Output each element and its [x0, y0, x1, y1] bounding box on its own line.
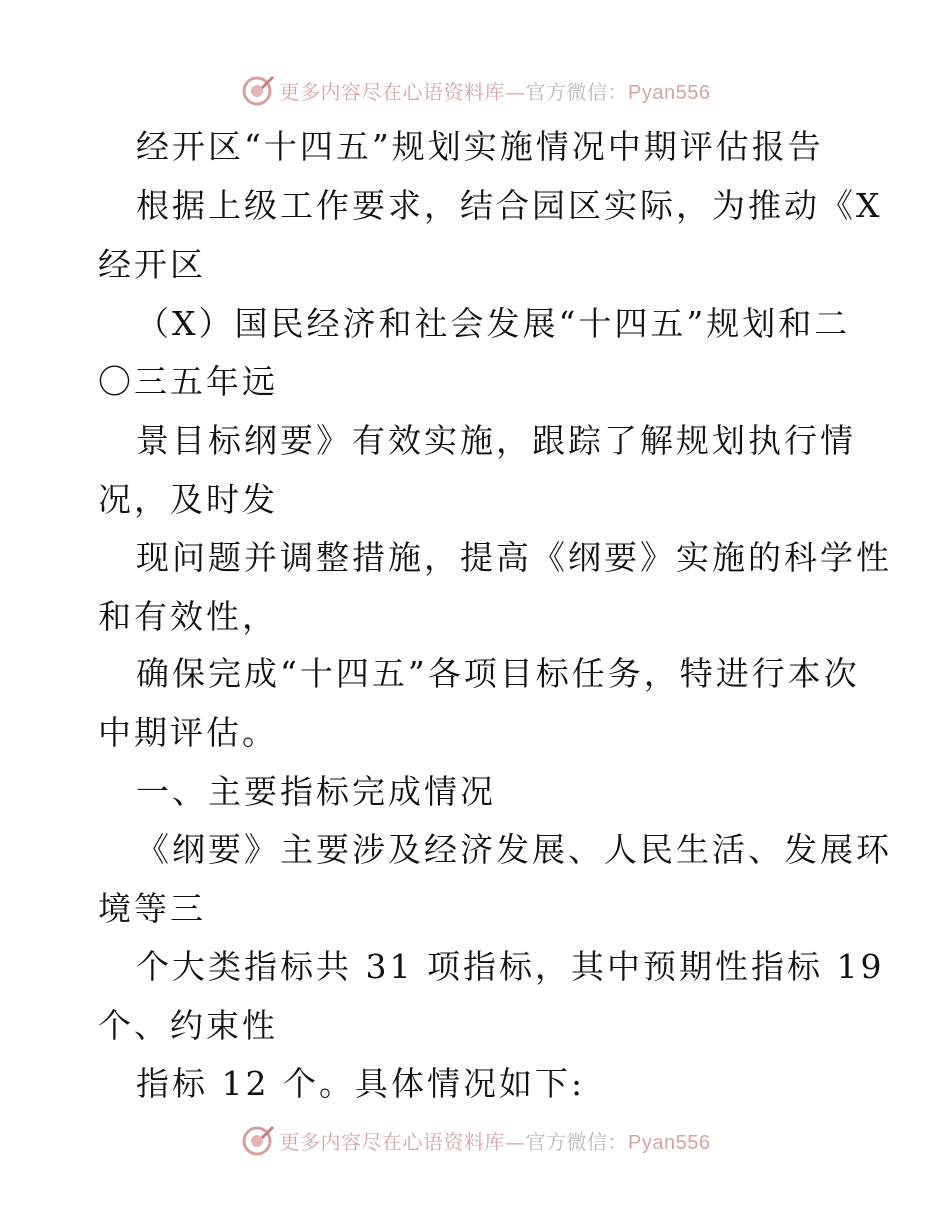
body-line: 个大类指标共 31 项指标，其中预期性指标 19: [136, 947, 885, 986]
watermark-dash: —: [505, 79, 526, 104]
body-line: 〇三五年远: [98, 362, 278, 401]
watermark-wechat-label: 官方微信：: [525, 1129, 629, 1154]
watermark-wechat-id: Pyan556: [628, 1131, 711, 1154]
watermark-site-text: 更多内容尽在心语资料库: [279, 1129, 506, 1154]
watermark-dash: —: [505, 1129, 526, 1154]
header-watermark: [0, 70, 950, 110]
body-line: 和有效性，: [98, 597, 278, 636]
body-line: 经开区: [98, 245, 206, 284]
section-heading: 一、主要指标完成情况: [136, 772, 496, 811]
body-line: 中期评估。: [98, 713, 278, 752]
body-line: （X）国民经济和社会发展“十四五”规划和二: [136, 304, 851, 343]
footer-watermark: [0, 1120, 950, 1160]
body-line: 确保完成“十四五”各项目标任务，特进行本次: [136, 654, 860, 693]
pen-logo-icon: [240, 1122, 276, 1158]
body-line: 景目标纲要》有效实施，跟踪了解规划执行情: [136, 421, 856, 460]
pen-logo-icon: [240, 72, 276, 108]
body-line: 现问题并调整措施，提高《纲要》实施的科学性: [136, 538, 892, 577]
document-title: 经开区“十四五”规划实施情况中期评估报告: [136, 127, 824, 166]
watermark-site-text: 更多内容尽在心语资料库: [279, 79, 506, 104]
watermark-wechat-id: Pyan556: [628, 81, 711, 104]
body-line: 指标 12 个。具体情况如下:: [136, 1064, 586, 1103]
body-line: 况，及时发: [98, 480, 278, 519]
watermark-wechat-label: 官方微信：: [525, 79, 629, 104]
body-line: 根据上级工作要求，结合园区实际，为推动《X: [136, 186, 883, 225]
body-line: 个、约束性: [98, 1006, 278, 1045]
body-line: 境等三: [98, 889, 206, 928]
body-line: 《纲要》主要涉及经济发展、人民生活、发展环: [136, 830, 892, 869]
